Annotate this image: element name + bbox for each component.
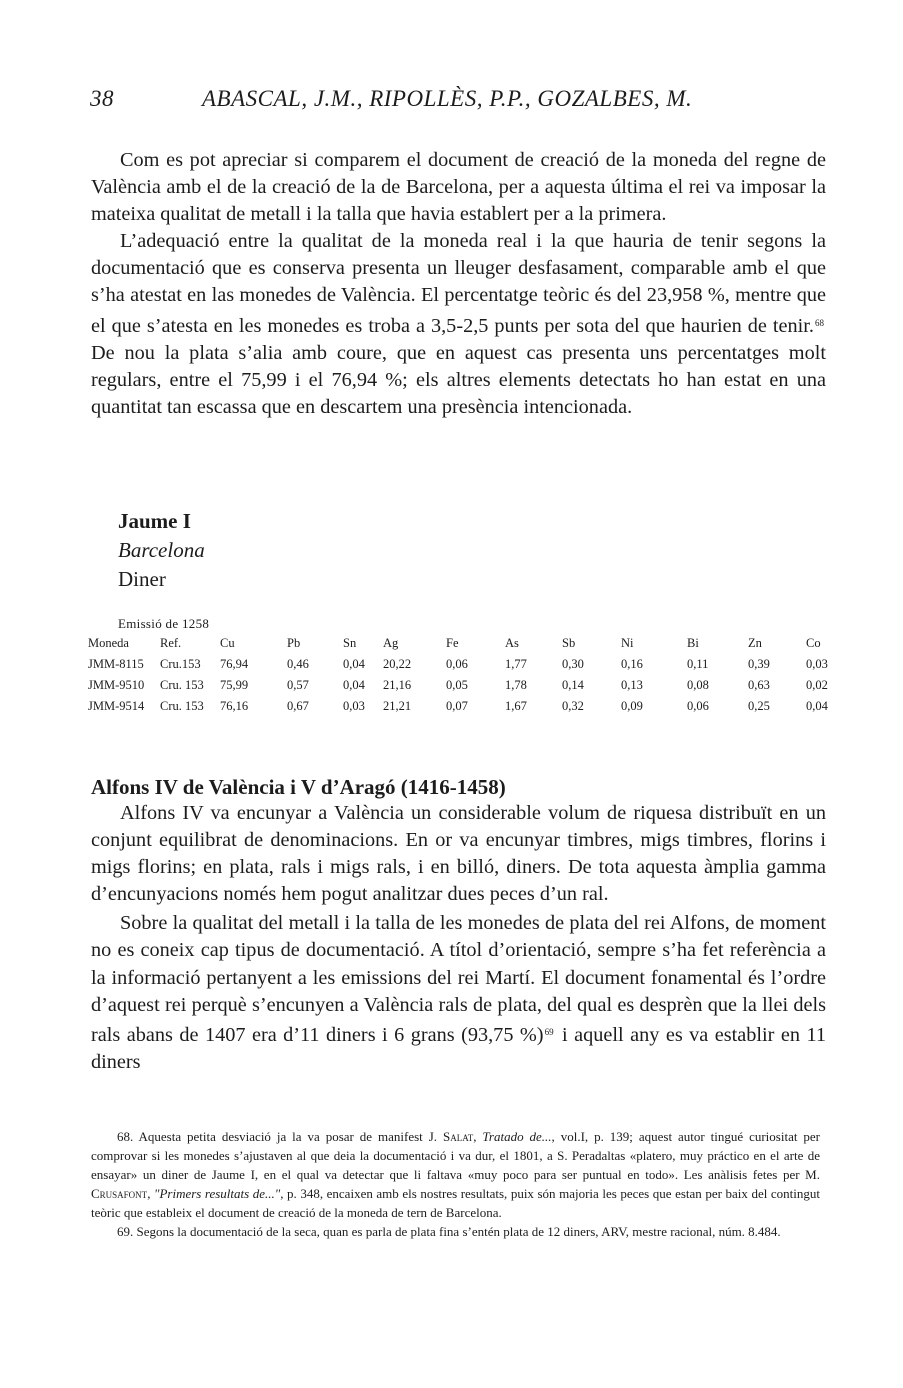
section-heading-alfons: Alfons IV de València i V d’Aragó (1416-1458) xyxy=(91,775,506,799)
table-cell: 0,30 xyxy=(562,657,584,671)
footnote-number: 69. xyxy=(117,1224,134,1239)
table-cell: 75,99 xyxy=(220,678,249,692)
footnote-author: J. Salat xyxy=(428,1129,474,1144)
table-cell: 0,04 xyxy=(806,699,828,713)
table-cell: 0,03 xyxy=(343,699,365,713)
table-header-cell: Co xyxy=(806,636,821,650)
running-header xyxy=(90,86,830,126)
table-cell: 76,16 xyxy=(220,699,249,713)
table-cell: 0,67 xyxy=(287,699,309,713)
table-cell: 0,09 xyxy=(621,699,643,713)
table-cell: Cru. 153 xyxy=(160,678,204,692)
table-cell: JMM-9510 xyxy=(88,678,145,692)
paragraph-metal-quality xyxy=(91,910,826,1076)
coin-denomination: Diner xyxy=(118,567,166,591)
table-cell: 0,14 xyxy=(562,678,584,692)
table-cell: 0,04 xyxy=(343,678,365,692)
footnote-69 xyxy=(91,1222,820,1241)
footnote-separator: , xyxy=(473,1129,483,1144)
footnote-ref-68[interactable]: 68 xyxy=(815,317,824,328)
table-cell: 0,03 xyxy=(806,657,828,671)
table-header-cell: Sn xyxy=(343,636,357,650)
table-header-cell: Pb xyxy=(287,636,301,650)
table-cell: 1,77 xyxy=(505,657,527,671)
table-header-row xyxy=(88,636,846,657)
table-cell: 0,25 xyxy=(748,699,770,713)
page-number: 38 xyxy=(90,86,114,111)
paragraph-metal-quality-part2: i aquell any es va establir en 11 diners xyxy=(91,1023,826,1073)
table-cell: 0,39 xyxy=(748,657,770,671)
table-cell: 0,32 xyxy=(562,699,584,713)
footnote-68 xyxy=(91,1127,820,1222)
table-header-cell: Moneda xyxy=(88,636,129,650)
table-cell: 0,46 xyxy=(287,657,309,671)
table-cell: 0,05 xyxy=(446,678,468,692)
footnote-text: , vol.I, p. 139; aquest autor tingué curiositat per comprovar si les monedes s’ajustaven al que deia la documentació i va dur, el 1801, a S. Peradaltas «platero, muy práctico en el arte de ensayar» un diner de Jaume I, en el qual va detectar que li faltava «muy poco para ser puntual en todo». Les anàlisis fetes per M. xyxy=(91,1129,820,1182)
table-cell: 0,06 xyxy=(687,699,709,713)
footnote-number: 68. xyxy=(117,1129,134,1144)
footnote-text: , p. 348, encaixen amb els nostres resultats, puix són majoria les peces que estan per baix del contingut teòric que estableix el document de creació de la moneda de tern de Barcelona. xyxy=(91,1186,820,1220)
table-cell: 21,16 xyxy=(383,678,412,692)
table-header-cell: Bi xyxy=(687,636,699,650)
footnote-work-title: "Primers resultats de..." xyxy=(154,1186,281,1201)
table-cell: 20,22 xyxy=(383,657,412,671)
metal-analysis-table xyxy=(88,636,846,720)
paragraph-quality-part2: De nou la plata s’alia amb coure, que en aquest cas presenta uns percentatges molt regulars, entre el 75,99 i el 76,94 %; els altres elements detectats ho han estat en una quantitat tan escassa que en descartem una presència intencionada. xyxy=(91,341,826,418)
footnotes xyxy=(91,1127,820,1241)
coin-mint: Barcelona xyxy=(118,538,205,562)
footnote-work-title: Tratado de... xyxy=(482,1129,552,1144)
footnote-text: Aquesta petita desviació ja la va posar de manifest xyxy=(138,1129,423,1144)
table-header-cell: Fe xyxy=(446,636,459,650)
body-text-top xyxy=(91,147,826,421)
table-header-cell: Sb xyxy=(562,636,576,650)
running-header-authors: ABASCAL, J.M., RIPOLLÈS, P.P., GOZALBES, M. xyxy=(202,86,693,111)
table-cell: 0,57 xyxy=(287,678,309,692)
table-cell: JMM-9514 xyxy=(88,699,145,713)
footnote-separator: , xyxy=(147,1186,154,1201)
footnote-ref-69[interactable]: 69 xyxy=(544,1026,554,1037)
table-row xyxy=(88,678,846,699)
table-header-cell: Ag xyxy=(383,636,399,650)
table-cell: 21,21 xyxy=(383,699,412,713)
paragraph-comparison: Com es pot apreciar si comparem el document de creació de la moneda del regne de València amb el de la creació de la de Barcelona, per a aquesta última el rei va imposar la mateixa qualitat de metall i la talla que havia establert per a la primera. xyxy=(91,149,826,226)
table-cell: 0,63 xyxy=(748,678,770,692)
body-text-bottom xyxy=(91,800,826,1076)
table-cell: Cru. 153 xyxy=(160,699,204,713)
table-cell: 0,07 xyxy=(446,699,468,713)
emission-label: Emissió de 1258 xyxy=(118,616,210,631)
table-header-cell: Cu xyxy=(220,636,235,650)
table-row xyxy=(88,657,846,678)
footnote-text: Segons la documentació de la seca, quan es parla de plata fina s’entén plata de 12 diners, ARV, mestre racional, núm. 8.484. xyxy=(136,1224,781,1239)
paragraph-alfons-coinage: Alfons IV va encunyar a València un considerable volum de riquesa distribuït en un conjunt equilibrat de denominacions. En or va encunyar timbres, migs timbres, florins i migs florins; en plata, rals i migs rals, i en billó, diners. De tota aquesta àmplia gamma d’encunyacions només hem pogut analitzar dues peces d’un ral. xyxy=(91,802,826,906)
table-cell: 0,16 xyxy=(621,657,643,671)
table-cell: 0,04 xyxy=(343,657,365,671)
table-cell: 1,78 xyxy=(505,678,527,692)
table-cell: 76,94 xyxy=(220,657,249,671)
table-cell: 0,13 xyxy=(621,678,643,692)
coin-king: Jaume I xyxy=(118,509,191,533)
table-cell: 1,67 xyxy=(505,699,527,713)
table-cell: 0,02 xyxy=(806,678,828,692)
paragraph-quality xyxy=(91,228,826,421)
table-header-cell: Ref. xyxy=(160,636,182,650)
paragraph-quality-part1: L’adequació entre la qualitat de la moneda real i la que hauria de tenir segons la documentació que es conserva presenta un lleuger desfasament, comparable amb el que s’ha atestat en las monedes de València. El percentatge teòric és del 23,958 %, mentre que el que s’atesta en les monedes es troba a 3,5-2,5 punts per sota del que haurien de tenir. xyxy=(91,230,826,337)
table-header-cell: As xyxy=(505,636,519,650)
footnote-author: Crusafont xyxy=(91,1186,148,1201)
table-row xyxy=(88,699,846,720)
paragraph-metal-quality-part1: Sobre la qualitat del metall i la talla de les monedes de plata del rei Alfons, de moment no es coneix cap tipus de documentació. A títol d’orientació, sempre s’ha fet referència a la informació pertanyent a les emissions del rei Martí. El document fonamental és l’ordre d’aquest rei perquè s’encunyen a València rals de plata, del qual es desprèn que la llei dels rals abans de 1407 era d’11 diners i 6 grans (93,75 %) xyxy=(91,912,826,1046)
table-cell: JMM-8115 xyxy=(88,657,144,671)
table-header-cell: Zn xyxy=(748,636,762,650)
table-cell: 0,08 xyxy=(687,678,709,692)
table-cell: 0,06 xyxy=(446,657,468,671)
table-cell: Cru.153 xyxy=(160,657,201,671)
coin-description xyxy=(118,507,205,594)
table-cell: 0,11 xyxy=(687,657,709,671)
table-header-cell: Ni xyxy=(621,636,634,650)
